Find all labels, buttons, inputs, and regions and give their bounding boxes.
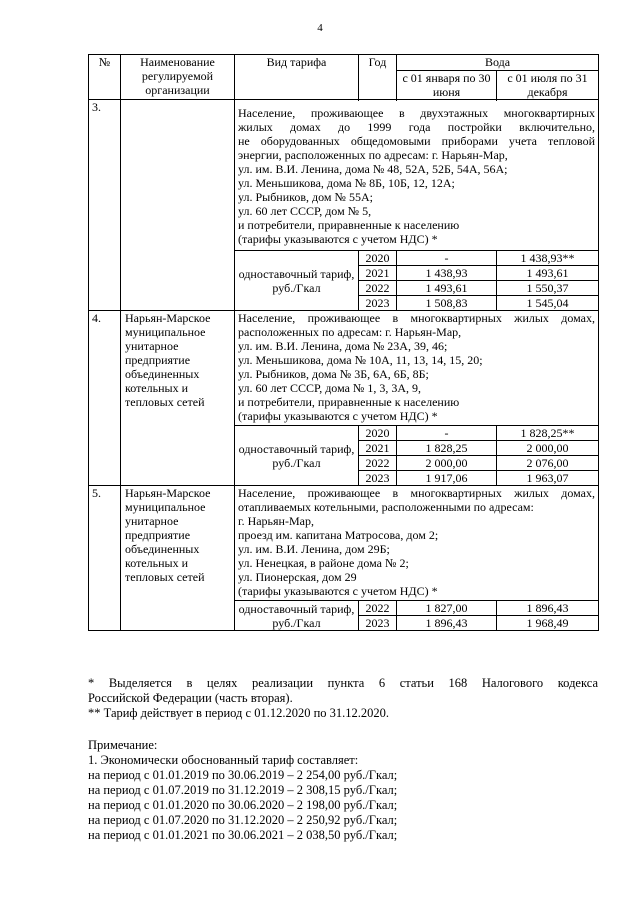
value-cell: 1 968,49: [497, 616, 599, 631]
note-line: на период с 01.07.2019 по 31.12.2019 – 2 308,15 руб./Гкал;: [88, 783, 398, 797]
value-cell: 1 963,07: [497, 471, 599, 486]
desc-line: Население, проживающее в многоквартирных жилых домах,: [238, 486, 595, 500]
value-cell: 1 493,61: [397, 281, 497, 296]
footnote-line: ** Тариф действует в период с 01.12.2020 по 31.12.2020.: [88, 706, 390, 720]
section-no: 4.: [89, 311, 121, 486]
desc-line: энергии, расположенных по адресам: г. Нарьян-Мар,: [238, 148, 508, 162]
year-cell: 2021: [359, 266, 397, 281]
footnote-line: Российской Федерации (часть вторая).: [88, 691, 293, 705]
desc-line: ул. им. В.И. Ленина, дом 29Б;: [238, 542, 390, 556]
header-org: Наименование регулируемой организации: [121, 55, 235, 100]
desc-line: (тарифы указываются с учетом НДС) *: [238, 584, 438, 598]
year-cell: 2022: [359, 601, 397, 616]
note-title: Примечание:: [88, 738, 158, 752]
year-cell: 2022: [359, 281, 397, 296]
year-cell: 2021: [359, 441, 397, 456]
desc-line: ул. Меньшикова, дома № 10А, 11, 13, 14, 15, 20;: [238, 353, 483, 367]
year-cell: 2023: [359, 471, 397, 486]
note-line: на период с 01.01.2021 по 30.06.2021 – 2 038,50 руб./Гкал;: [88, 828, 398, 842]
value-cell: 1 827,00: [397, 601, 497, 616]
desc-line: Население, проживающее в многоквартирных жилых домах,: [238, 311, 595, 325]
header-water: Вода: [397, 55, 599, 71]
year-cell: 2022: [359, 456, 397, 471]
value-cell: 1 508,83: [397, 296, 497, 311]
desc-line: (тарифы указываются с учетом НДС) *: [238, 409, 438, 423]
value-cell: 1 896,43: [397, 616, 497, 631]
header-tariff-type: Вид тарифа: [235, 55, 359, 100]
desc-line: ул. Меньшикова, дома № 8Б, 10Б, 12, 12А;: [238, 176, 455, 190]
note-line: на период с 01.01.2020 по 30.06.2020 – 2 198,00 руб./Гкал;: [88, 798, 398, 812]
section-description: [235, 100, 599, 251]
header-period-2: с 01 июля по 31 декабря: [497, 71, 599, 100]
desc-line: ул. Рыбников, дом № 55А;: [238, 190, 373, 204]
value-cell: 1 828,25: [397, 441, 497, 456]
value-cell: 1 917,06: [397, 471, 497, 486]
year-cell: 2023: [359, 616, 397, 631]
desc-line: ул. 60 лет СССР, дома № 1, 3, 3А, 9,: [238, 381, 422, 395]
footnotes: [88, 676, 598, 721]
value-cell: 1 438,93: [397, 266, 497, 281]
section-no: 3.: [89, 100, 121, 311]
note-line: 1. Экономически обоснованный тариф составляет:: [88, 753, 359, 767]
year-cell: 2020: [359, 251, 397, 266]
value-cell: 1 438,93**: [497, 251, 599, 266]
value-cell: 1 545,04: [497, 296, 599, 311]
value-cell: 2 000,00: [497, 441, 599, 456]
footnote-line: * Выделяется в целях реализации пункта 6 статьи 168 Налогового кодекса: [88, 676, 598, 690]
desc-line: ул. 60 лет СССР, дом № 5,: [238, 204, 372, 218]
desc-line: проезд им. капитана Матросова, дом 2;: [238, 528, 439, 542]
value-cell: 1 896,43: [497, 601, 599, 616]
desc-line: расположенных по адресам: г. Нарьян-Мар,: [238, 325, 462, 339]
tariff-type-cell: одноставочный тариф, руб./Гкал: [235, 426, 359, 486]
desc-line: и потребители, приравненные к населению: [238, 395, 460, 409]
desc-line: ул. Пионерская, дом 29: [238, 570, 357, 584]
tariff-table: [88, 54, 599, 631]
year-cell: 2020: [359, 426, 397, 441]
desc-line: и потребители, приравненные к населению: [238, 218, 460, 232]
year-cell: 2023: [359, 296, 397, 311]
section-org: [121, 100, 235, 311]
desc-line: ул. Ненецкая, в районе дома № 2;: [238, 556, 409, 570]
desc-line: жилых домах до 1999 года постройки включительно,: [238, 120, 595, 134]
tariff-type-cell: одноставочный тариф, руб./Гкал: [235, 601, 359, 631]
section-org: Нарьян-Марское муниципальное унитарное предприятие объединенных котельных и тепловых сетей: [121, 311, 235, 486]
section-org: Нарьян-Марское муниципальное унитарное предприятие объединенных котельных и тепловых сетей: [121, 486, 235, 631]
value-cell: 1 493,61: [497, 266, 599, 281]
tariff-type-cell: одноставочный тариф, руб./Гкал: [235, 251, 359, 311]
notes: [88, 738, 598, 843]
section-description: [235, 311, 599, 426]
page-number: 4: [317, 22, 323, 34]
desc-line: не оборудованных общедомовыми приборами учета тепловой: [238, 134, 595, 148]
value-cell: 1 550,37: [497, 281, 599, 296]
value-cell: 2 076,00: [497, 456, 599, 471]
value-cell: -: [397, 251, 497, 266]
desc-line: ул. Рыбников, дома № 3Б, 6А, 6Б, 8Б;: [238, 367, 429, 381]
note-line: на период с 01.01.2019 по 30.06.2019 – 2 254,00 руб./Гкал;: [88, 768, 398, 782]
value-cell: 2 000,00: [397, 456, 497, 471]
desc-line: г. Нарьян-Мар,: [238, 514, 314, 528]
header-no: №: [89, 55, 121, 100]
section-no: 5.: [89, 486, 121, 631]
desc-line: ул. им. В.И. Ленина, дома № 48, 52А, 52Б, 54А, 56А;: [238, 162, 508, 176]
value-cell: 1 828,25**: [497, 426, 599, 441]
desc-line: Население, проживающее в двухэтажных многоквартирных: [238, 106, 595, 120]
value-cell: -: [397, 426, 497, 441]
section-description: [235, 486, 599, 601]
desc-line: (тарифы указываются с учетом НДС) *: [238, 232, 438, 246]
header-period-1: с 01 января по 30 июня: [397, 71, 497, 100]
desc-line: ул. им. В.И. Ленина, дома № 23А, 39, 46;: [238, 339, 448, 353]
note-line: на период с 01.07.2020 по 31.12.2020 – 2 250,92 руб./Гкал;: [88, 813, 398, 827]
desc-line: отапливаемых котельными, расположенными по адресам:: [238, 500, 534, 514]
header-year: Год: [359, 55, 397, 100]
